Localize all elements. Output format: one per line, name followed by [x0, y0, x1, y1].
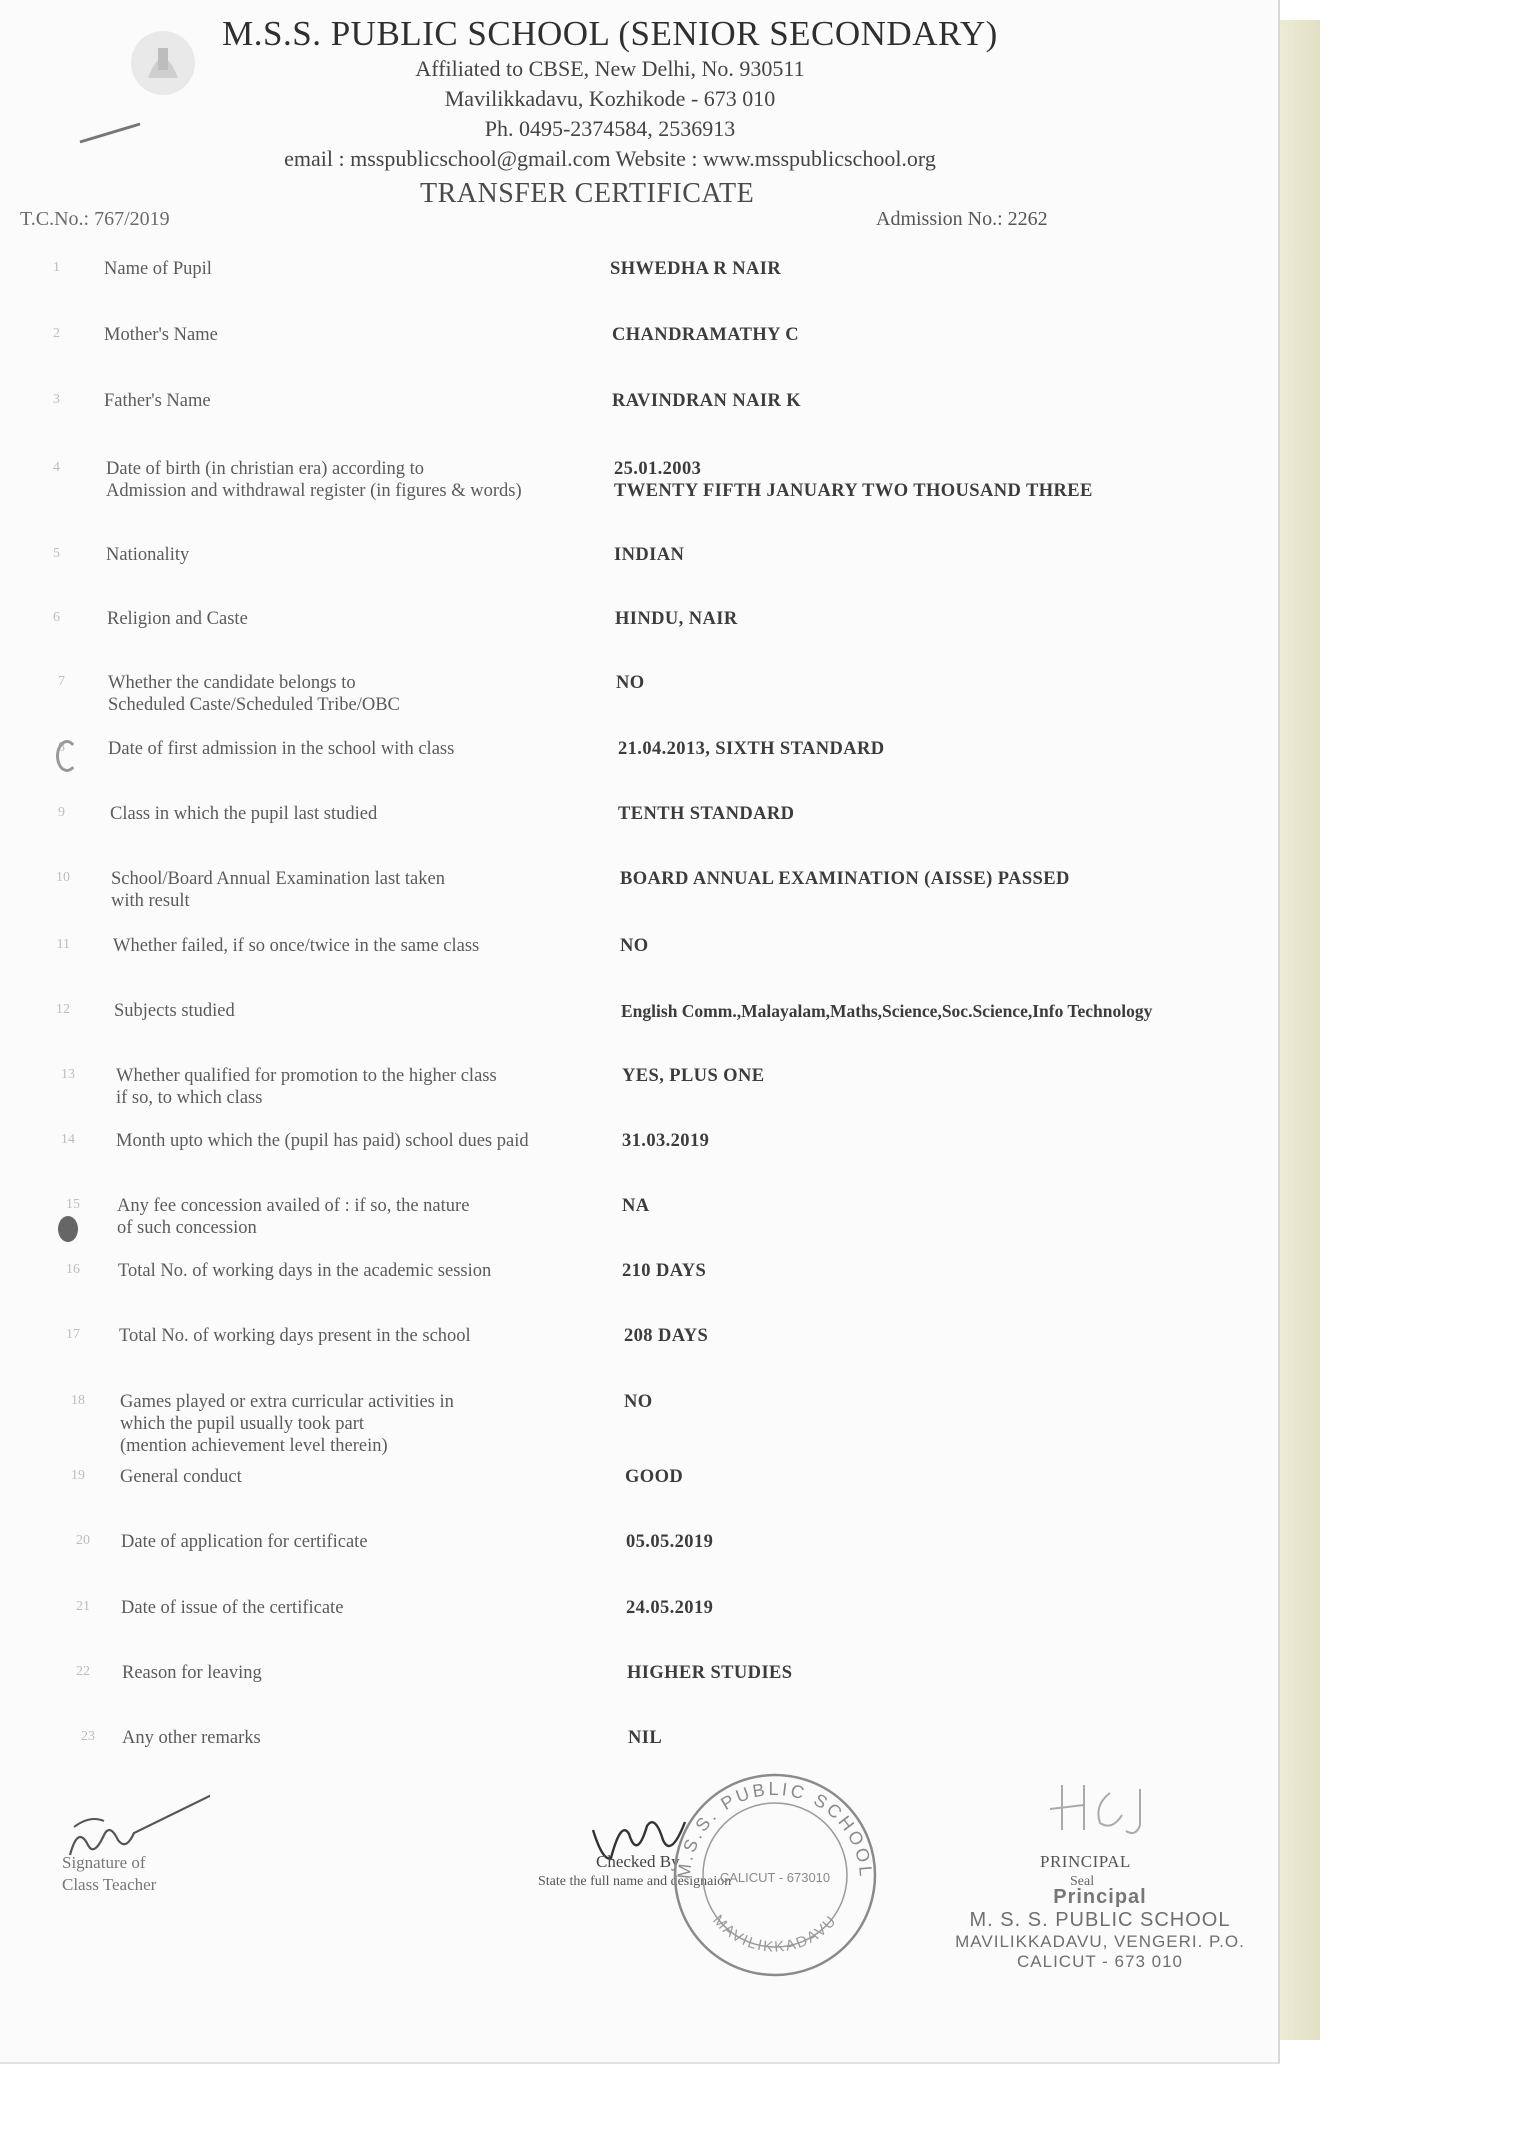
school-logo-icon: [118, 18, 208, 108]
field-label: Father's Name: [104, 391, 211, 411]
seal-label: Seal: [1070, 1874, 1095, 1889]
stamp-principal: Principal: [1053, 1886, 1147, 1908]
row-number: 18: [71, 1393, 85, 1408]
field-label: Date of birth (in christian era) according to Admission and withdrawal register (in figures & words): [106, 459, 522, 501]
checked-by-label: Checked By: [596, 1852, 680, 1871]
field-value: 31.03.2019: [622, 1131, 710, 1151]
field-label: Date of issue of the certificate: [121, 1598, 344, 1618]
field-label: Any fee concession availed of : if so, the nature of such concession: [117, 1196, 470, 1238]
field-value: HIGHER STUDIES: [627, 1663, 793, 1683]
principal-signature-icon: [1040, 1775, 1170, 1850]
certificate-row: [0, 544, 1270, 604]
field-label: General conduct: [120, 1467, 242, 1487]
certificate-title: TRANSFER CERTIFICATE: [420, 178, 755, 209]
field-label: Whether qualified for promotion to the higher class if so, to which class: [116, 1066, 497, 1108]
field-value: INDIAN: [614, 545, 685, 565]
field-value: 24.05.2019: [626, 1598, 714, 1618]
field-label: Mother's Name: [104, 325, 218, 345]
field-label: School/Board Annual Examination last taken with result: [111, 869, 445, 911]
field-label: Whether failed, if so once/twice in the same class: [113, 936, 480, 956]
row-number: 3: [53, 392, 60, 407]
field-label: Month upto which the (pupil has paid) school dues paid: [116, 1131, 529, 1151]
field-label: Games played or extra curricular activities in which the pupil usually took part (mention achievement level therein): [120, 1392, 454, 1456]
field-value: 25.01.2003 TWENTY FIFTH JANUARY TWO THOUSAND THREE: [614, 459, 1093, 501]
pen-mark-icon: [60, 118, 150, 148]
certificate-row: [0, 1391, 1270, 1456]
stamp-city: CALICUT - 673 010: [1017, 1952, 1183, 1971]
school-header: [220, 14, 1000, 172]
field-label: Total No. of working days in the academic session: [118, 1261, 492, 1281]
affiliation: Affiliated to CBSE, New Delhi, No. 930511: [415, 56, 805, 81]
round-seal-icon: [660, 1760, 890, 1990]
field-value: GOOD: [625, 1467, 684, 1487]
certificate-row: [0, 1130, 1270, 1190]
field-value: TENTH STANDARD: [618, 804, 795, 824]
certificate-row: [0, 738, 1270, 798]
field-label: Name of Pupil: [104, 259, 212, 279]
field-label: Date of application for certificate: [121, 1532, 368, 1552]
certificate-row: [0, 258, 1270, 318]
certificate-row: [0, 1000, 1270, 1060]
field-label: Subjects studied: [114, 1001, 235, 1021]
principal-stamp: [940, 1886, 1260, 1972]
row-number: 22: [76, 1664, 90, 1679]
field-value: English Comm.,Malayalam,Maths,Science,Soc.Science,Info Technology: [621, 1001, 1153, 1021]
row-number: 20: [76, 1533, 90, 1548]
row-number: 12: [56, 1002, 70, 1017]
field-value: 21.04.2013, SIXTH STANDARD: [618, 739, 885, 759]
field-value: NO: [620, 936, 649, 956]
row-number: 9: [58, 805, 65, 820]
certificate-row: [0, 1260, 1270, 1320]
field-value: RAVINDRAN NAIR K: [612, 391, 802, 411]
field-value: NO: [616, 673, 645, 693]
field-label: Class in which the pupil last studied: [110, 804, 378, 824]
row-number: 4: [53, 460, 60, 475]
row-number: 13: [61, 1067, 75, 1082]
school-phone: Ph. 0495-2374584, 2536913: [484, 116, 736, 141]
row-number: 21: [76, 1599, 90, 1614]
field-value: 05.05.2019: [626, 1532, 714, 1552]
field-value: 208 DAYS: [624, 1326, 709, 1346]
certificate-row: [0, 868, 1270, 928]
certificate-row: [0, 324, 1270, 384]
field-label: Religion and Caste: [107, 609, 248, 629]
school-name: M.S.S. PUBLIC SCHOOL (SENIOR SECONDARY): [222, 14, 998, 53]
certificate-row: [0, 1531, 1270, 1591]
row-number: 19: [71, 1468, 85, 1483]
row-number: 2: [53, 326, 60, 341]
field-label: Reason for leaving: [122, 1663, 262, 1683]
row-number: 10: [56, 870, 70, 885]
row-number: 6: [53, 610, 60, 625]
full-name-designation-label: State the full name and designaion: [538, 1874, 732, 1889]
principal-label: PRINCIPAL: [1040, 1852, 1131, 1871]
row-number: 17: [66, 1327, 80, 1342]
row-number: 8: [58, 740, 65, 755]
certificate-row: [0, 1065, 1270, 1125]
seal-bottom-text: MAVILIKKADAVU: [709, 1911, 841, 1956]
field-value: NA: [622, 1196, 650, 1216]
field-value: CHANDRAMATHY C: [612, 325, 799, 345]
row-number: 1: [53, 260, 60, 275]
certificate-row: [0, 935, 1270, 995]
paper-edge: [1280, 20, 1320, 2040]
stamp-address: MAVILIKKADAVU, VENGERI. P.O.: [955, 1932, 1245, 1951]
row-number: 16: [66, 1262, 80, 1277]
field-value: HINDU, NAIR: [615, 609, 738, 629]
certificate-row: [0, 1466, 1270, 1526]
school-address: Mavilikkadavu, Kozhikode - 673 010: [444, 86, 776, 111]
admission-number: Admission No.: 2262: [876, 208, 1048, 230]
row-number: 11: [56, 937, 70, 952]
certificate-row: [0, 458, 1270, 518]
certificate-row: [0, 803, 1270, 863]
field-label: Any other remarks: [122, 1728, 261, 1748]
certificate-row: [0, 1662, 1270, 1722]
field-label: Date of first admission in the school with class: [108, 739, 455, 759]
field-label: Total No. of working days present in the school: [119, 1326, 471, 1346]
seal-top-text: M.S.S. PUBLIC SCHOOL: [673, 1778, 877, 1880]
row-number: 23: [81, 1729, 95, 1744]
certificate-row: [0, 608, 1270, 668]
certificate-row: [0, 672, 1270, 732]
field-label: Whether the candidate belongs to Scheduled Caste/Scheduled Tribe/OBC: [108, 673, 400, 715]
hole-punch-icon: [56, 740, 78, 772]
certificate-row: [0, 1195, 1270, 1255]
row-number: 15: [66, 1197, 80, 1212]
field-label: Nationality: [106, 545, 190, 565]
tc-number: T.C.No.: 767/2019: [20, 208, 170, 230]
field-value: NIL: [628, 1728, 663, 1748]
school-email-website: email : msspublicschool@gmail.com Website : www.msspublicschool.org: [284, 146, 936, 171]
field-value: YES, PLUS ONE: [622, 1066, 765, 1086]
row-number: 7: [58, 674, 65, 689]
certificate-row: [0, 390, 1270, 450]
field-value: 210 DAYS: [622, 1261, 707, 1281]
stamp-school: M. S. S. PUBLIC SCHOOL: [969, 1909, 1231, 1931]
field-value: BOARD ANNUAL EXAMINATION (AISSE) PASSED: [620, 869, 1070, 889]
svg-text:MAVILIKKADAVU: [709, 1912, 840, 1956]
row-number: 14: [61, 1132, 75, 1147]
field-value: NO: [624, 1392, 653, 1412]
hole-punch-icon: [58, 1216, 78, 1242]
field-value: SHWEDHA R NAIR: [610, 259, 782, 279]
certificate-row: [0, 1325, 1270, 1385]
certificate-row: [0, 1597, 1270, 1657]
seal-center-text: CALICUT - 673010: [719, 1870, 831, 1885]
class-teacher-label: Signature of Class Teacher: [62, 1853, 157, 1894]
row-number: 5: [53, 546, 60, 561]
